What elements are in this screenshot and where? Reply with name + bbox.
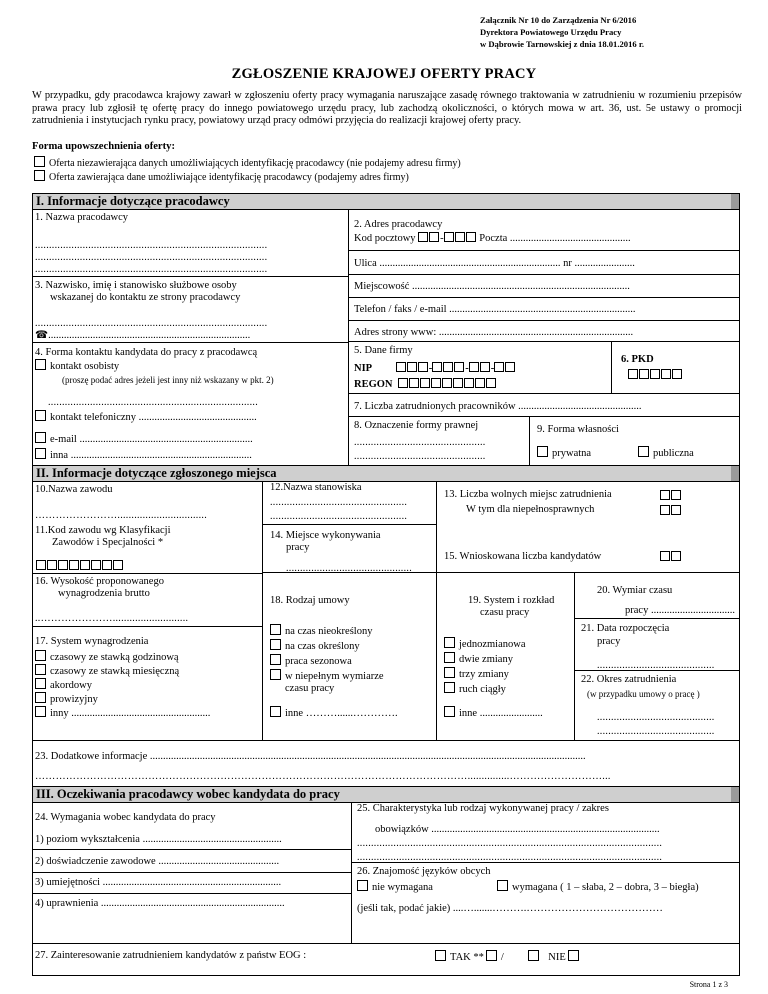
field-15-digits[interactable]: [660, 551, 682, 565]
field-23[interactable]: 23. Dodatkowe informacje ......................................................................................................................................................................: [35, 751, 586, 762]
header-note-line: w Dąbrowie Tarnowskiej z dnia 18.01.2016 r.: [480, 39, 645, 49]
forma-option-1-label: Oferta niezawierająca danych umożliwiających identyfikację pracodawcy (nie podajemy adresu firmy): [49, 158, 461, 169]
field-12-line[interactable]: .................................................: [270, 497, 408, 508]
digits[interactable]: [660, 551, 682, 565]
divider: [436, 572, 437, 740]
header-end-bar: [731, 194, 739, 209]
checkbox[interactable]: [444, 652, 455, 663]
field-19-label-cont: czasu pracy: [480, 607, 530, 618]
divider: [32, 849, 351, 850]
checkbox[interactable]: [270, 706, 281, 717]
zmiana-option[interactable]: [444, 652, 513, 666]
miejscowosc-field[interactable]: Miejscowość ...................................................................................: [354, 281, 630, 292]
divider: [32, 342, 348, 343]
umowa-inne-label: inne ………......………….: [285, 708, 398, 719]
field-18-label: 18. Rodzaj umowy: [270, 595, 350, 606]
field-1-label: 1. Nazwa pracodawcy: [35, 212, 128, 223]
forma-option-2-label: Oferta zawierająca dane umożliwiające identyfikację pracodawcy (podajemy adres firmy): [49, 172, 409, 183]
sys-option[interactable]: [35, 706, 210, 720]
checkbox[interactable]: [270, 639, 281, 650]
nip-digits[interactable]: [432, 362, 465, 376]
sys-option[interactable]: [35, 664, 179, 678]
checkbox[interactable]: [35, 359, 46, 370]
checkbox[interactable]: [444, 706, 455, 717]
zmiana-option-label: inne ........................: [459, 708, 543, 719]
divider: [348, 297, 740, 298]
www-field[interactable]: Adres strony www: ..........................................................................: [354, 327, 634, 338]
publiczna-label: publiczna: [653, 448, 694, 459]
kontakt-telefoniczny[interactable]: [35, 410, 257, 424]
checkbox[interactable]: [444, 667, 455, 678]
pkd-digits[interactable]: [628, 369, 683, 383]
checkbox[interactable]: [528, 950, 539, 961]
field-13-label-cont: W tym dla niepełnosprawnych: [466, 504, 595, 515]
jezyki-wymagana[interactable]: [497, 880, 699, 894]
divider: [348, 250, 740, 251]
checkbox[interactable]: [35, 448, 46, 459]
checkbox[interactable]: [568, 950, 579, 961]
field-25-field[interactable]: obowiązków .......................................................................................: [375, 824, 660, 835]
checkbox[interactable]: [34, 156, 45, 167]
regon-label: REGON: [354, 379, 393, 390]
nip-digits[interactable]: [469, 362, 491, 376]
sys-option-label: akordowy: [50, 680, 92, 691]
eog-tak-label: TAK **: [450, 952, 484, 963]
divider: [262, 482, 263, 740]
zmiana-option[interactable]: [444, 682, 506, 696]
sys-option-label: czasowy ze stawką miesięczną: [50, 666, 180, 677]
divider: [348, 341, 740, 342]
kod-digits[interactable]: [444, 232, 477, 246]
sys-option[interactable]: [35, 678, 92, 692]
nip-field[interactable]: NIP - - -: [354, 362, 516, 376]
prywatna-option[interactable]: [537, 446, 591, 460]
sys-option-label: prowizyjny: [50, 694, 98, 705]
umowa-option-label: na czas określony: [285, 641, 360, 652]
field-8-label: 8. Oznaczenie formy prawnej: [354, 420, 479, 431]
checkbox[interactable]: [638, 446, 649, 457]
kontakt-osobisty-note: (proszę podać adres jeżeli jest inny niż wskazany w pkt. 2): [62, 375, 274, 385]
divider: [262, 572, 740, 573]
regon-digits[interactable]: [398, 378, 497, 392]
field-3-phone[interactable]: ☎.............................................................................: [35, 330, 251, 341]
checkbox[interactable]: [270, 669, 281, 680]
umowa-option[interactable]: [270, 654, 352, 668]
checkbox[interactable]: [270, 624, 281, 635]
field-12-line[interactable]: .................................................: [270, 511, 408, 522]
divider: [32, 893, 351, 894]
field-11-label-cont: Zawodów i Specjalności *: [52, 537, 164, 548]
field-14-line[interactable]: .............................................: [286, 563, 412, 574]
field-21-line[interactable]: ..........................................: [597, 660, 715, 671]
checkbox[interactable]: [35, 692, 46, 703]
wymaganie-3[interactable]: 3) umiejętności ....................................................................: [35, 877, 282, 888]
ulica-field[interactable]: Ulica ..................................................................... nr .......................: [354, 258, 635, 269]
checkbox[interactable]: [357, 880, 368, 891]
wymaganie-4[interactable]: 4) uprawnienia ......................................................................: [35, 898, 285, 909]
field-1-line[interactable]: ...................................................................................: [35, 252, 268, 263]
kod-pocztowy-label: Kod pocztowy: [354, 233, 416, 244]
field-21-label: 21. Data rozpoczęcia: [581, 623, 670, 634]
header-end-bar: [731, 787, 739, 802]
intro-paragraph: W przypadku, gdy pracodawca krajowy zawarł w zgłoszeniu oferty pracy wymagania naruszające zasadę równego traktowania w zatrudnieniu w rozumieniu przepisów prawa pracy lub zgłosił tę ofertę pracy do innego powiatowego urzędu pracy, lub zachodzą okoliczności, o których mowa w art. 36, ust. 5e ustawy o promocji zatrudnienia i instytucjach rynku pracy, powiatowy urząd pracy odmówi przyjęcia do realizacji krajowej oferty pracy.: [32, 90, 742, 127]
umowa-option-label: na czas nieokreślony: [285, 626, 373, 637]
eog-nie[interactable]: [528, 950, 583, 964]
pkd-field[interactable]: [628, 369, 683, 383]
field-10-line[interactable]: ……………………................................: [35, 510, 207, 521]
kod-zawodu-field[interactable]: [36, 560, 124, 574]
divider: [611, 341, 612, 393]
field-26-label: 26. Znajomość języków obcych: [357, 866, 491, 877]
header-note-line: Dyrektora Powiatowego Urzędu Pracy: [480, 27, 622, 37]
checkbox[interactable]: [35, 664, 46, 675]
field-7[interactable]: 7. Liczba zatrudnionych pracowników ...............................................: [354, 401, 642, 412]
kontakt-telefoniczny-label: kontakt telefoniczny .............................................: [50, 412, 257, 423]
field-13-digits[interactable]: [660, 490, 682, 504]
zmiana-option[interactable]: [444, 706, 543, 720]
field-3-label-cont: wskazanej do kontaktu ze strony pracodawcy: [50, 292, 241, 303]
sys-option[interactable]: [35, 650, 179, 664]
divider: [436, 482, 437, 572]
checkbox[interactable]: [35, 706, 46, 717]
zmiana-option-label: trzy zmiany: [459, 669, 509, 680]
section-1-title: I. Informacje dotyczące pracodawcy: [36, 194, 230, 208]
poczta-label: Poczta ..............................................: [479, 233, 631, 244]
umowa-option[interactable]: [270, 639, 360, 653]
divider: [32, 573, 262, 574]
sys-option-label: inny .....................................................: [50, 708, 211, 719]
checkbox[interactable]: [34, 170, 45, 181]
document-title: ZGŁOSZENIE KRAJOWEJ OFERTY PRACY: [231, 66, 537, 82]
field-13-label: 13. Liczba wolnych miejsc zatrudnienia: [444, 489, 612, 500]
field-22-line[interactable]: ..........................................: [597, 712, 715, 723]
checkbox[interactable]: [35, 678, 46, 689]
field-10-label: 10.Nazwa zawodu: [35, 484, 113, 495]
checkbox[interactable]: [486, 950, 497, 961]
checkbox[interactable]: [435, 950, 446, 961]
divider: [32, 740, 740, 741]
umowa-option-label: praca sezonowa: [285, 656, 352, 667]
telefon-field[interactable]: Telefon / faks / e-mail .......................................................................: [354, 304, 636, 315]
field-22-label: 22. Okres zatrudnienia: [581, 674, 677, 685]
kontakt-osobisty-line[interactable]: ...........................................................................: [48, 397, 258, 408]
divider: [32, 872, 351, 873]
divider: [348, 274, 740, 275]
field-3-label: 3. Nazwisko, imię i stanowisko służbowe osoby: [35, 280, 237, 291]
field-15-label: 15. Wnioskowana liczba kandydatów: [444, 551, 602, 562]
divider: [348, 393, 740, 394]
section-3-header: [32, 786, 740, 803]
section-2-title: II. Informacje dotyczące zgłoszonego miejsca: [36, 466, 277, 480]
eog-slash: /: [500, 952, 504, 963]
checkbox[interactable]: [444, 682, 455, 693]
field-23-line[interactable]: ………………………………………………………………………………………………………………...............………………………...: [35, 771, 611, 782]
field-17-label: 17. System wynagrodzenia: [35, 636, 149, 647]
divider: [574, 618, 740, 619]
phone-icon: ☎: [35, 330, 49, 341]
nip-digits[interactable]: [494, 362, 516, 376]
divider: [529, 416, 530, 466]
umowa-inne[interactable]: [270, 706, 398, 720]
kontakt-osobisty-label: kontakt osobisty: [50, 361, 120, 372]
section-2-header: [32, 465, 740, 482]
divider: [32, 943, 740, 944]
field-25-line[interactable]: .............................................................................................................: [357, 838, 663, 849]
field-19-label: 19. System i rozkład: [468, 595, 555, 606]
field-22-line[interactable]: ..........................................: [597, 726, 715, 737]
field-12-label: 12.Nazwa stanowiska: [270, 482, 362, 493]
field-20-label: 20. Wymiar czasu: [597, 585, 673, 596]
field-14-label-cont: pracy: [286, 542, 310, 553]
checkbox[interactable]: [270, 654, 281, 665]
field-27-label: 27. Zainteresowanie zatrudnieniem kandydatów z państw EOG :: [35, 950, 307, 961]
checkbox[interactable]: [35, 650, 46, 661]
divider: [351, 803, 352, 943]
field-14-label: 14. Miejsce wykonywania: [270, 530, 381, 541]
kontakt-email[interactable]: [35, 432, 253, 446]
field-20-field[interactable]: pracy ................................: [625, 605, 735, 616]
zmiana-option[interactable]: [444, 667, 509, 681]
sys-option[interactable]: [35, 692, 98, 706]
divider: [348, 210, 349, 466]
section-3-title: III. Oczekiwania pracodawcy wobec kandydata do pracy: [36, 787, 340, 801]
divider: [262, 524, 436, 525]
eog-tak[interactable]: [435, 950, 504, 964]
forma-option-2[interactable]: [34, 170, 409, 183]
field-5-label: 5. Dane firmy: [354, 345, 413, 356]
divider: [348, 320, 740, 321]
forma-title: Forma upowszechnienia oferty:: [32, 141, 175, 152]
page-number: Strona 1 z 3: [689, 980, 728, 989]
field-13b-digits[interactable]: [660, 505, 682, 519]
jezyki-wymagana-label: wymagana ( 1 – słaba, 2 – dobra, 3 – biegła): [512, 882, 699, 893]
umowa-option[interactable]: [270, 624, 372, 638]
checkbox[interactable]: [497, 880, 508, 891]
nip-label: NIP: [354, 363, 373, 374]
field-24-label: 24. Wymagania wobec kandydata do pracy: [35, 812, 216, 823]
divider: [348, 416, 740, 417]
wymaganie-2[interactable]: 2) doświadczenie zawodowe ..............................................: [35, 856, 280, 867]
eog-nie-label: NIE: [548, 952, 566, 963]
umowa-option-cont: czasu pracy: [285, 683, 335, 694]
kod-pocztowy[interactable]: Kod pocztowy - Poczta ..............................................: [354, 233, 631, 244]
kontakt-inna-label: inna .....................................................................: [50, 450, 252, 461]
prywatna-label: prywatna: [552, 448, 592, 459]
regon-field[interactable]: [354, 378, 497, 392]
digits[interactable]: [660, 490, 682, 504]
jezyki-jakie[interactable]: (jeśli tak, podać jakie) ....….......……….…………………………………: [357, 903, 663, 914]
jezyki-nie-wymagana[interactable]: [357, 880, 433, 894]
header-note: [480, 14, 740, 50]
jezyki-nie-wymagana-label: nie wymagana: [372, 882, 433, 893]
divider: [32, 276, 348, 277]
kontakt-osobisty[interactable]: [35, 359, 119, 373]
field-11-label: 11.Kod zawodu wg Klasyfikacji: [35, 525, 171, 536]
checkbox[interactable]: [35, 432, 46, 443]
field-22-note: (w przypadku umowy o pracę ): [587, 689, 700, 699]
divider: [574, 670, 740, 671]
kontakt-email-label: e-mail ..................................................................: [50, 434, 253, 445]
kod-zawodu-digits[interactable]: [36, 560, 124, 574]
field-8-line[interactable]: ...............................................: [354, 437, 486, 448]
forma-option-1[interactable]: [34, 156, 461, 169]
publiczna-option[interactable]: [638, 446, 694, 460]
divider: [574, 572, 575, 740]
zmiana-option-label: dwie zmiany: [459, 654, 513, 665]
field-6-label: 6. PKD: [621, 354, 654, 365]
divider: [32, 626, 262, 627]
nip-digits[interactable]: [396, 362, 429, 376]
checkbox[interactable]: [537, 446, 548, 457]
checkbox[interactable]: [35, 410, 46, 421]
umowa-option[interactable]: [270, 669, 384, 683]
field-16-label: 16. Wysokość proponowanego: [35, 576, 164, 587]
kod-digits[interactable]: [418, 232, 440, 246]
field-21-label-cont: pracy: [597, 636, 621, 647]
sys-option-label: czasowy ze stawką godzinową: [50, 652, 179, 663]
divider: [351, 862, 740, 863]
field-25-line[interactable]: .............................................................................................................: [357, 852, 663, 863]
digits[interactable]: [660, 505, 682, 519]
umowa-option-label: w niepełnym wymiarze: [285, 671, 384, 682]
zmiana-option-label: jednozmianowa: [459, 639, 526, 650]
zmiana-option[interactable]: [444, 637, 525, 651]
field-16-line[interactable]: ..…………………...........................: [35, 613, 189, 624]
header-note-line: Załącznik Nr 10 do Zarządzenia Nr 6/2016: [480, 15, 637, 25]
field-16-label-cont: wynagrodzenia brutto: [58, 588, 150, 599]
field-1-line[interactable]: ...................................................................................: [35, 240, 268, 251]
field-1-line[interactable]: ...................................................................................: [35, 264, 268, 275]
wymaganie-1[interactable]: 1) poziom wykształcenia .....................................................: [35, 834, 282, 845]
field-9-label: 9. Forma własności: [537, 424, 619, 435]
field-2-label: 2. Adres pracodawcy: [354, 219, 443, 230]
section-1-header: [32, 193, 740, 210]
zmiana-option-label: ruch ciągły: [459, 684, 506, 695]
kontakt-inna[interactable]: [35, 448, 252, 462]
field-3-line[interactable]: ...................................................................................: [35, 318, 268, 329]
field-25-label: 25. Charakterystyka lub rodzaj wykonywanej pracy / zakres: [357, 803, 609, 814]
field-4-label: 4. Forma kontaktu kandydata do pracy z pracodawcą: [35, 347, 258, 358]
header-end-bar: [731, 466, 739, 481]
checkbox[interactable]: [444, 637, 455, 648]
field-8-line[interactable]: ...............................................: [354, 451, 486, 462]
